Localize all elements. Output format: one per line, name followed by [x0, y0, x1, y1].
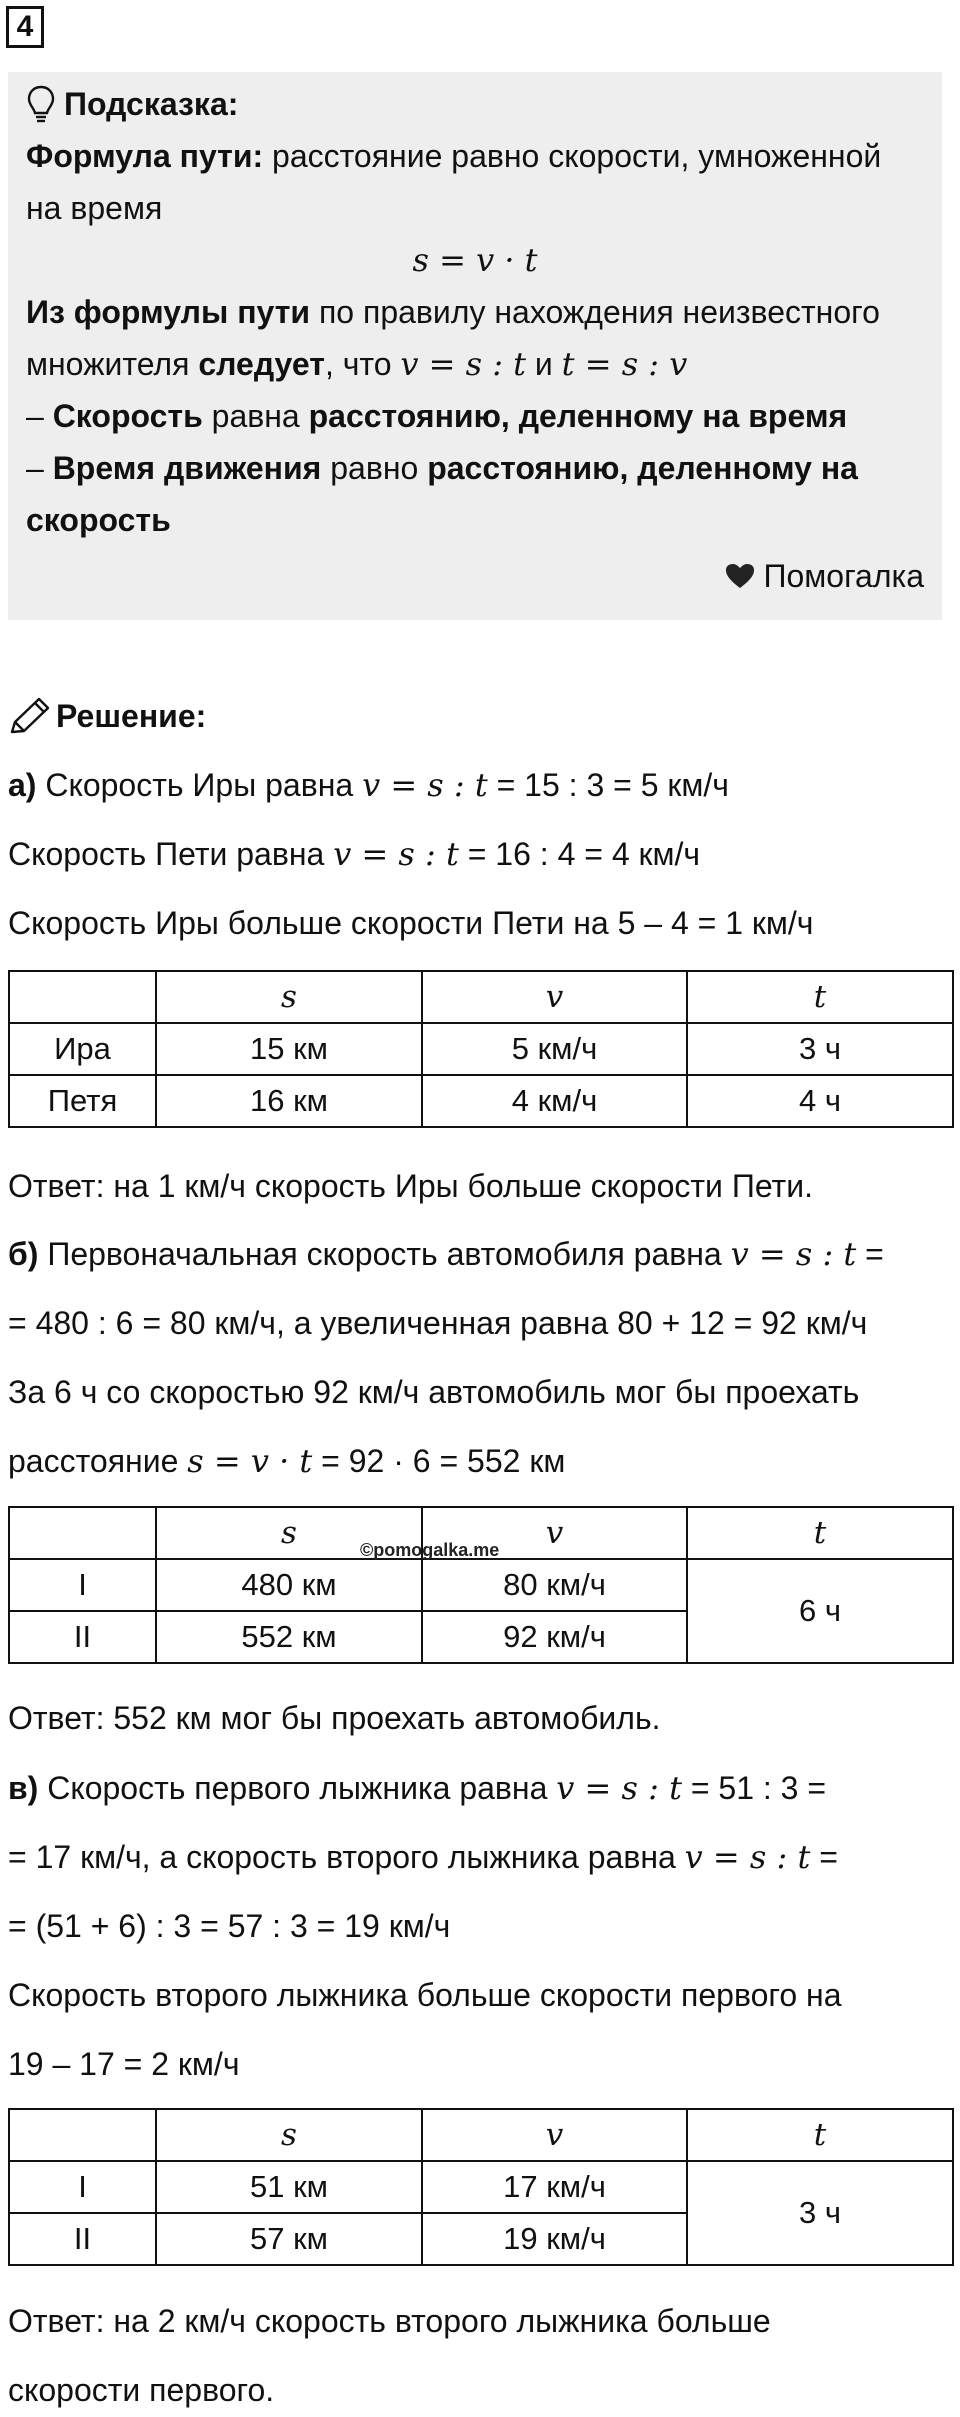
part-c	[8, 1762, 952, 2090]
part-c-answer-block	[8, 2295, 952, 2416]
text: = 16 : 4 = 4 км/ч	[458, 836, 701, 872]
part-c-line5: 19 – 17 = 2 км/ч	[8, 2046, 240, 2082]
hint-from-paragraph	[26, 286, 924, 390]
from-label: Из формулы пути	[26, 294, 311, 330]
pencil-icon	[8, 696, 52, 736]
solution-title-line	[8, 690, 952, 742]
table-row	[9, 1559, 953, 1611]
part-c-answer-line1: Ответ: на 2 км/ч скорость второго лыжника больше	[8, 2303, 771, 2339]
formula: v = s : t	[556, 1769, 682, 1807]
part-c-answer-line2: скорости первого.	[8, 2372, 275, 2408]
header-s: s	[156, 2109, 422, 2161]
formula-text: расстояние равно скорости, умноженной на время	[26, 138, 882, 226]
part-a-label: а)	[8, 767, 37, 803]
part-a-line3: Скорость Иры больше скорости Пети на 5 – 4 = 1 км/ч	[8, 905, 814, 941]
heart-icon	[725, 552, 755, 578]
brand-name: Помогалка	[763, 558, 924, 594]
table-cell: 16 км	[156, 1075, 422, 1127]
formula: s = v · t	[187, 1442, 313, 1480]
formula-label: Формула пути:	[26, 138, 264, 174]
formula-v: v = s : t	[400, 345, 527, 383]
hint-title: Подсказка:	[64, 86, 239, 122]
part-b-line4	[8, 1435, 952, 1487]
part-a-line2	[8, 828, 952, 880]
text: =	[856, 1236, 884, 1272]
dash: –	[26, 450, 53, 486]
table-row	[9, 2161, 953, 2213]
text: = 17 км/ч, а скорость второго лыжника равна	[8, 1839, 685, 1875]
part-a-answer-block	[8, 1160, 952, 1212]
text: =	[810, 1839, 838, 1875]
text: расстояние	[8, 1443, 188, 1479]
header-s: s	[156, 1507, 422, 1559]
part-b-line2: = 480 : 6 = 80 км/ч, а увеличенная равна 80 + 12 = 92 км/ч	[8, 1305, 868, 1341]
text: Первоначальная скорость автомобиля равна	[38, 1236, 731, 1272]
table-cell: 480 км	[156, 1559, 422, 1611]
table-cell: 51 км	[156, 2161, 422, 2213]
formula: v = s : t	[730, 1235, 857, 1273]
and-word: и	[526, 346, 562, 382]
table-cell: 15 км	[156, 1023, 422, 1075]
table-header-row	[9, 971, 953, 1023]
rule-speed-b1: Скорость	[52, 398, 203, 434]
table-cell: Петя	[9, 1075, 156, 1127]
task-number: 4	[6, 6, 44, 48]
formula: v = s : t	[684, 1838, 811, 1876]
formula-t: t = s : v	[561, 345, 688, 383]
header-s: s	[156, 971, 422, 1023]
table-a	[8, 970, 952, 1128]
part-c-label: в)	[8, 1770, 39, 1806]
table-cell: 5 км/ч	[422, 1023, 687, 1075]
part-c-line2	[8, 1831, 952, 1883]
hint-rule-time	[26, 442, 924, 546]
part-b-line3: За 6 ч со скоростью 92 км/ч автомобиль мог бы проехать	[8, 1374, 860, 1410]
dash: –	[26, 398, 53, 434]
table-header-row	[9, 2109, 953, 2161]
brand-line	[26, 550, 924, 602]
hint-formula: s = v · t	[412, 241, 538, 279]
table-cell-merged: 3 ч	[687, 2161, 953, 2265]
part-c-line4: Скорость второго лыжника больше скорости первого на	[8, 1977, 842, 2013]
table-cell: II	[9, 2213, 156, 2265]
header-empty	[9, 1507, 156, 1559]
part-a-answer: Ответ: на 1 км/ч скорость Иры больше скорости Пети.	[8, 1168, 813, 1204]
table-cell: 57 км	[156, 2213, 422, 2265]
header-v: v	[422, 1507, 687, 1559]
hint-formula-paragraph	[26, 130, 924, 234]
formula: v = s : t	[333, 835, 459, 873]
lightbulb-icon	[26, 84, 56, 124]
part-c-line3: = (51 + 6) : 3 = 57 : 3 = 19 км/ч	[8, 1908, 451, 1944]
table-cell: 19 км/ч	[422, 2213, 687, 2265]
text: = 51 : 3 =	[681, 1770, 827, 1806]
table-cell: 3 ч	[687, 1023, 953, 1075]
header-t: t	[687, 971, 953, 1023]
header-t: t	[687, 2109, 953, 2161]
text: = 15 : 3 = 5 км/ч	[487, 767, 729, 803]
table-c-grid	[8, 2108, 954, 2266]
table-cell: II	[9, 1611, 156, 1663]
table-row	[9, 1023, 953, 1075]
header-t: t	[687, 1507, 953, 1559]
text: Скорость первого лыжника равна	[38, 1770, 557, 1806]
header-v: v	[422, 971, 687, 1023]
table-cell: 80 км/ч	[422, 1559, 687, 1611]
table-cell: I	[9, 1559, 156, 1611]
solution-header	[8, 690, 952, 742]
solution-title: Решение:	[56, 698, 207, 734]
table-row	[9, 1075, 953, 1127]
table-b-grid	[8, 1506, 954, 1664]
hint-box	[8, 72, 942, 620]
text: Скорость Иры равна	[36, 767, 363, 803]
rule-speed-b2: расстоянию, деленному на время	[308, 398, 848, 434]
table-b	[8, 1506, 952, 1664]
part-b	[8, 1228, 952, 1487]
header-empty	[9, 971, 156, 1023]
part-b-label: б)	[8, 1236, 39, 1272]
rule-time-b1: Время движения	[52, 450, 322, 486]
watermark: ©pomogalka.me	[360, 1540, 500, 1560]
part-b-answer-block	[8, 1692, 952, 1744]
formula: v = s : t	[362, 766, 488, 804]
header-empty	[9, 2109, 156, 2161]
text: = 92 · 6 = 552 км	[312, 1443, 566, 1479]
table-cell: 92 км/ч	[422, 1611, 687, 1663]
table-cell: 4 ч	[687, 1075, 953, 1127]
header-v: v	[422, 2109, 687, 2161]
part-a	[8, 759, 952, 949]
part-b-line1	[8, 1228, 952, 1280]
table-a-grid	[8, 970, 954, 1128]
from-text1: по правилу нахождения неизвестного множителя	[26, 294, 880, 382]
rule-time-b2: расстоянию, деленному на скорость	[26, 450, 858, 538]
from-text2: , что	[324, 346, 401, 382]
follows-word: следует	[198, 346, 325, 382]
part-b-answer: Ответ: 552 км мог бы проехать автомобиль.	[8, 1700, 661, 1736]
table-cell: Ира	[9, 1023, 156, 1075]
rule-time-mid: равно	[321, 450, 428, 486]
hint-title-line	[26, 78, 924, 130]
table-cell: I	[9, 2161, 156, 2213]
text: Скорость Пети равна	[8, 836, 334, 872]
part-a-line1	[8, 759, 952, 811]
hint-rule-speed	[26, 390, 924, 442]
rule-speed-mid: равна	[202, 398, 309, 434]
table-cell: 552 км	[156, 1611, 422, 1663]
table-cell: 17 км/ч	[422, 2161, 687, 2213]
table-c	[8, 2108, 952, 2266]
table-cell: 4 км/ч	[422, 1075, 687, 1127]
table-cell-merged: 6 ч	[687, 1559, 953, 1663]
part-c-line1	[8, 1762, 952, 1814]
